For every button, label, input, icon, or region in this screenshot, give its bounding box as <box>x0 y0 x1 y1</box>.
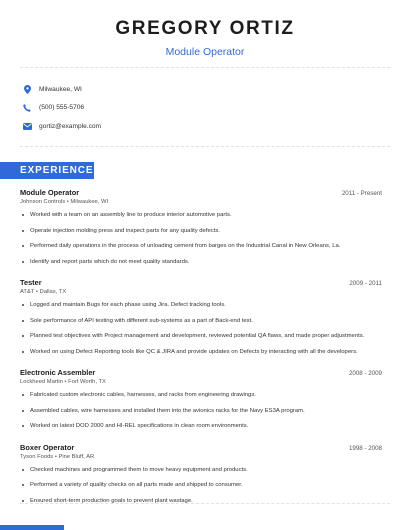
job-dates: 2009 - 2011 <box>349 280 382 287</box>
bullet-item: Worked with a team on an assembly line to produce interior automotive parts. <box>20 211 382 227</box>
phone-text: (500) 555-5706 <box>39 104 85 112</box>
job-title: Electronic Assembler <box>20 368 96 377</box>
resume-header <box>0 18 410 58</box>
candidate-name: GREGORY ORTIZ <box>115 18 295 39</box>
bullet-item: Sole performance of API testing with different sub-systems as a part of Back-end test. <box>20 317 382 333</box>
location-text: Milwaukee, WI <box>39 85 82 93</box>
job-title: Tester <box>20 278 42 287</box>
contact-email[interactable] <box>22 117 382 136</box>
job-entry <box>20 443 382 513</box>
job-company-location: Tyson Foods • Pine Bluff, AR <box>20 453 95 460</box>
job-title: Boxer Operator <box>20 442 75 452</box>
job-company: AT&T <box>20 289 35 295</box>
job-entry <box>20 278 382 363</box>
next-section-banner <box>0 525 64 530</box>
job-bullets <box>20 391 382 438</box>
job-location: Milwaukee, WI <box>70 199 109 205</box>
contact-location <box>22 80 382 99</box>
email-link[interactable]: gortiz@example.com <box>39 122 102 130</box>
divider <box>20 503 390 504</box>
bullet-item: Planned test objectives with Project management and development, reviewed potential QA flaws, and made proper adjustments. <box>20 332 382 348</box>
bullet-item: Identify and report parts which do not meet quality standards. <box>20 258 382 274</box>
job-entry <box>20 368 382 438</box>
phone-icon <box>22 103 32 113</box>
job-company: Lockheed Martin <box>20 379 63 385</box>
experience-list <box>20 188 382 517</box>
job-bullets <box>20 301 382 363</box>
job-company-location: Lockheed Martin • Fort Worth, TX <box>20 379 106 385</box>
contact-phone <box>22 99 382 118</box>
job-dates: 2008 - 2009 <box>348 370 382 377</box>
bullet-item: Worked on latest DOD 2000 and HI-REL specifications in clean room environments. <box>20 422 382 438</box>
job-company: Tyson Foods <box>20 453 54 460</box>
experience-heading: EXPERIENCE <box>0 162 94 179</box>
job-location: Fort Worth, TX <box>68 379 106 385</box>
bullet-item: Fabricated custom electronic cables, harnesses, and racks from engineering drawings. <box>20 391 382 407</box>
job-entry <box>20 188 382 273</box>
candidate-title: Module Operator <box>165 46 245 58</box>
divider <box>20 146 390 147</box>
job-location: Pine Bluff, AR <box>58 453 95 460</box>
bullet-item: Operate injection molding press and inspect parts for any quality defects. <box>20 227 382 243</box>
bullet-item: Worked on using Defect Reporting tools like QC & JIRA and provide updates on Defects by interacting with all the developers. <box>20 348 382 364</box>
bullet-item: Ensured short-term production goals to prevent plant wastage. <box>20 497 382 513</box>
job-bullets <box>20 466 382 513</box>
job-company-location: Johnson Controls • Milwaukee, WI <box>20 199 109 205</box>
location-pin-icon <box>22 84 32 94</box>
job-dates: 2011 - Present <box>341 190 382 197</box>
contact-list <box>22 80 382 136</box>
bullet-item: Performed daily operations in the process of unloading cement from barges on the Industrial Canal in New Orleans, La. <box>20 242 382 258</box>
job-title: Module Operator <box>20 188 80 197</box>
divider <box>20 67 390 68</box>
bullet-item: Assembled cables, wire harnesses and installed them into the avionics racks for the Navy ES3A program. <box>20 407 382 423</box>
job-company-location: AT&T • Dallas, TX <box>20 289 67 295</box>
job-bullets <box>20 211 382 273</box>
job-company: Johnson Controls <box>20 199 66 205</box>
job-dates: 1998 - 2008 <box>348 444 382 452</box>
bullet-item: Logged and maintain Bugs for each phase using Jira. Defect tracking tools. <box>20 301 382 317</box>
envelope-icon <box>22 121 32 131</box>
job-location: Dallas, TX <box>39 289 67 295</box>
bullet-item: Performed a variety of quality checks on all parts made and shipped to consumer. <box>20 481 382 497</box>
bullet-item: Checked machines and programmed them to move heavy equipment and products. <box>20 466 382 482</box>
